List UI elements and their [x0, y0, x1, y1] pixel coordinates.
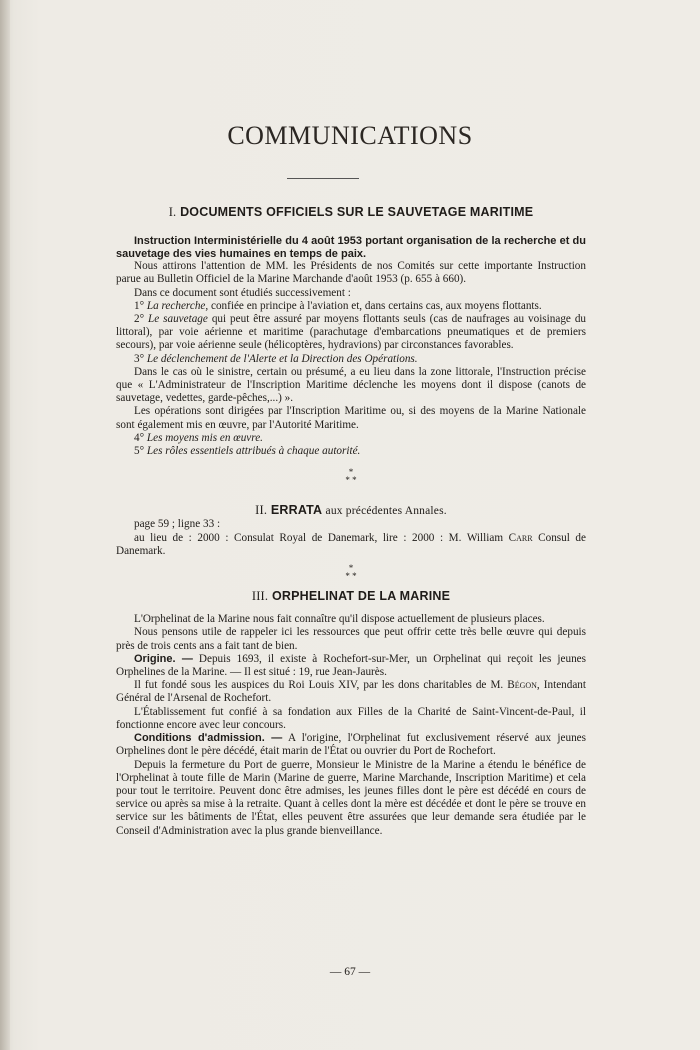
- errata-reference: page 59 ; ligne 33 :: [134, 518, 221, 531]
- item-3-number: 3°: [134, 352, 145, 365]
- section-3-paragraph-5: Depuis la fermeture du Port de guerre, Monsieur le Ministre de la Marine a étendu le bénéfice de l'Orphelinat à toute fille de Marin (Marine de guerre, Marine Marchande, Inscription Maritime) et cela pour tout le territoire. Peuvent donc être admises, les jeunes filles dont le père est décédé en cours de service ou après sa mise à la retraite. Quant à celles dont la mère est décédée et dont le père se trouve en service sur les bâtiments de l'État, elles peuvent être assurées que leur demande sera étudiée par le Conseil d'Administration avec la plus grande bienveillance.: [116, 758, 586, 837]
- page-content: [116, 206, 586, 838]
- paragraph-3-name: Bégon,: [507, 679, 540, 692]
- item-1-number: 1°: [134, 299, 145, 312]
- item-5-title: Les rôles essentiels attribués à chaque autorité.: [146, 445, 361, 458]
- item-3-title: Le déclenchement de l'Alerte et la Direction des Opérations.: [146, 352, 418, 365]
- origine-label: Origine. —: [134, 652, 193, 665]
- section-1-item-5: [116, 445, 586, 458]
- paragraph-3-start: Il fut fondé sous les auspices du Roi Louis XIV, par les dons charitables de M.: [134, 679, 504, 692]
- section-3-paragraph-2: Nous pensons utile de rappeler ici les ressources que peut offrir cette très belle œuvre qui depuis près de trois cents ans a fait tant de bien.: [116, 626, 586, 652]
- section-1-item-3: [116, 353, 586, 366]
- conditions-text: A l'origine, l'Orphelinat fut exclusivement réservé aux jeunes Orphelines dont le père décédé, était marin de l'État ou ouvrier du Port de Rochefort.: [116, 732, 586, 758]
- section-1-heading: [116, 206, 586, 219]
- section-2-heading: [116, 504, 586, 518]
- section-1-item-2: [116, 313, 586, 353]
- paragraph-3-end: Intendant Général de l'Arsenal de Rochefort.: [116, 679, 587, 705]
- errata-text-start: au lieu de : 2000 : Consulat Royal de Danemark, lire : 2000 : M. William: [134, 531, 504, 544]
- page-number: — 67 —: [329, 966, 371, 978]
- section-2-number: II.: [255, 503, 268, 518]
- errata-name: Carr: [508, 531, 533, 544]
- page-title: COMMUNICATIONS: [227, 121, 473, 150]
- section-3-conditions: [116, 732, 586, 758]
- section-3-paragraph-1: L'Orphelinat de la Marine nous fait connaître qu'il dispose actuellement de plusieurs places.: [134, 613, 545, 626]
- section-3-title: ORPHELINAT DE LA MARINE: [271, 589, 451, 604]
- item-5-number: 5°: [134, 445, 145, 458]
- section-1-paragraph-3: Dans le cas où le sinistre, certain ou présumé, a eu lieu dans la zone littorale, l'Instruction précise que « L'Administrateur de l'Inscription Maritime déclenche les moyens dont il dispose (canots de sauvetage, vedettes, garde-pêches,...) ».: [116, 365, 586, 405]
- title-divider: [287, 178, 359, 179]
- section-1-paragraph-1: Nous attirons l'attention de MM. les Présidents de nos Comités sur cette importante Instruction parue au Bulletin Officiel de la Marine Marchande d'août 1953 (p. 655 à 660).: [116, 260, 586, 286]
- errata-text-end: Consul de Danemark.: [116, 531, 586, 557]
- section-2-title-rest: aux précédentes Annales.: [325, 505, 447, 518]
- errata-text: [116, 532, 586, 558]
- section-1-item-4: [116, 432, 586, 445]
- section-1-paragraph-4: Les opérations sont dirigées par l'Inscription Maritime ou, si des moyens de la Marine Nationale sont également mis en œuvre, par l'Autorité Maritime.: [116, 405, 586, 431]
- section-1-title: DOCUMENTS OFFICIELS SUR LE SAUVETAGE MARITIME: [180, 205, 534, 219]
- conditions-label: Conditions d'admission. —: [134, 732, 283, 745]
- section-1-number: I.: [168, 205, 177, 219]
- item-2-number: 2°: [134, 313, 145, 326]
- section-3-paragraph-3: [116, 679, 586, 705]
- section-1-item-1: [116, 300, 586, 313]
- page-binding-shadow: [0, 0, 10, 1050]
- section-3-paragraph-4: L'Établissement fut confié à sa fondation aux Filles de la Charité de Saint-Vincent-de-Paul, il fonctionne encore avec leur concours.: [116, 705, 586, 731]
- section-1-paragraph-2: Dans ce document sont étudiés successivement :: [134, 286, 351, 299]
- section-1-intro: Instruction Interministérielle du 4 août 1953 portant organisation de la recherche et du sauvetage des vies humaines en temps de paix.: [116, 235, 586, 260]
- item-1-title: La recherche,: [146, 299, 209, 312]
- item-4-number: 4°: [134, 431, 145, 444]
- section-3-origine: [116, 653, 586, 679]
- item-2-text: qui peut être assuré par moyens flottants seuls (cas de naufrages au voisinage du littoral), par voie aérienne et maritime (parachutage d'embarcations pneumatiques et de premiers secours), par voie aérienne seule (hélicoptères, hydravions) par circonstances favorables.: [116, 313, 587, 352]
- section-separator-2: * * *: [345, 563, 357, 582]
- item-4-title: Les moyens mis en œuvre.: [146, 431, 263, 444]
- section-separator-1: * * *: [345, 467, 357, 486]
- section-3-heading: [116, 590, 586, 603]
- section-2-title: ERRATA: [270, 503, 322, 518]
- item-1-text: confiée en principe à l'aviation et, dans certains cas, aux moyens flottants.: [210, 299, 542, 312]
- section-3-number: III.: [251, 589, 269, 604]
- origine-text: Depuis 1693, il existe à Rochefort-sur-Mer, un Orphelinat qui reçoit les jeunes Orphelines de la Marine. — Il est situé : 19, rue Jean-Jaurès.: [116, 652, 586, 679]
- item-2-title: Le sauvetage: [148, 313, 208, 326]
